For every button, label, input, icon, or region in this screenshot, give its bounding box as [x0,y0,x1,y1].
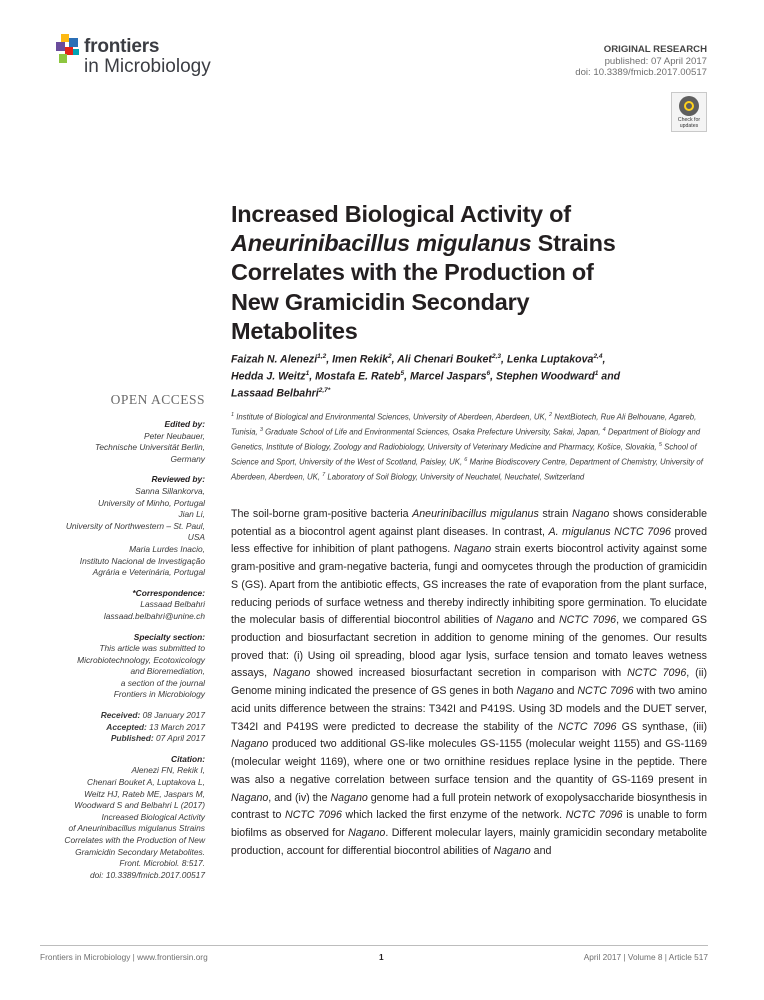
author-affiliation-marker: 6 [486,369,491,377]
author-affiliation-marker: 1,2 [317,353,327,360]
abstract-text: produced two additional GS-like molecules GS-1155 (molecular weight 1155) and GS-1169 (molecular weight 1169), where one or two ornithine residues replace lysine in the peptide. There was also a negative correlation between surface tension and the quantity of GS-1169 present in [231,738,707,786]
affiliations [231,409,711,484]
author-name[interactable]: Faizah N. Alenezi [231,353,318,366]
affiliation-marker: 7 [322,472,326,479]
abstract-italic-term: NCTC 7096 [577,685,634,698]
sidebar-line: Microbiotechnology, Ecotoxicology [77,654,205,665]
abstract-text: . Different molecular layers, mainly gramicidin secondary metabolite production, account for differential biocontrol abilities of [231,826,707,857]
author-name[interactable]: Imen Rekik [332,353,389,366]
edited-by-heading: Edited by: [164,419,205,429]
abstract-text: , and (iv) the [268,791,331,804]
editor-info [40,431,205,466]
check-updates-icon [679,96,699,116]
abstract-italic-term: Nagano [493,844,531,857]
author-name[interactable]: Lassaad Belbahri [231,387,319,400]
affiliation-text: Laboratory of Soil Biology, University of Neuchatel, Neuchatel, Switzerland [325,472,585,482]
abstract-text: genome had a full protein network of exopolysaccharide biosynthesis in contrast to [231,791,707,822]
author-name[interactable]: Stephen Woodward [496,370,595,383]
abstract-text: which lacked the first enzyme of the network. [341,809,566,822]
sidebar-line: Technische Universität Berlin, [94,442,205,453]
affiliation-marker: 1 [231,412,235,418]
abstract-italic-term: Nagano [231,738,269,751]
affiliation-text: NextBiotech, Rue Ali Belhouane, Agareb, Tunisia, [231,412,697,437]
abstract-italic-term: Nagano [516,685,554,698]
correspondence-info [40,599,205,622]
author-name[interactable]: Hedda J. Weitz [231,370,306,383]
abstract-italic-term: NCTC 7096 [627,667,687,680]
affiliation-marker: 4 [602,427,606,434]
sidebar-line: Instituto Nacional de Investigação [79,555,205,566]
abstract-text: shows considerable potential as a biocontrol agent against plant diseases. In contrast, [231,508,707,538]
abstract-italic-term: NCTC 7096 [285,809,342,822]
affiliation-text: Graduate School of Life and Environmental Sciences, Osaka Prefecture University, Sakai, Japan, [262,427,603,437]
sidebar-line: Alenezi FN, Rekik I, [131,765,205,776]
author-affiliation-marker: 2,4 [593,353,603,360]
check-updates-label: Check for updates [677,117,701,129]
specialty-heading: Specialty section: [133,631,205,642]
sidebar-line: Correlates with the Production of New [64,835,205,845]
sidebar-line: Gramicidin Secondary Metabolites. [75,846,205,857]
dates: Received: 08 January 2017 Accepted: 13 March 2017 Published: 07 April 2017 [100,710,205,744]
abstract-text: with two amino acid units difference between the strains: T342I and P419S. Using 3D models and the DUET server, T342I and P419S were predicted to decrease the stability of the [231,685,707,733]
article-meta [575,44,707,79]
abstract [231,506,707,860]
open-access-label: OPEN ACCESS [110,392,205,407]
abstract-text: and [533,614,559,627]
specialty-info [40,643,205,701]
affiliation-text: Department of Biology and Genetics, Institute of Biology, Zoology and Radiobiology, University of Veterinary Medicine and Pharmacy, Košice, Slovakia, [231,427,701,452]
abstract-italic-term: Nagano [273,667,311,680]
sidebar-line: Maria Lurdes Inacio, [129,543,205,554]
author-affiliation-marker: 2,3 [491,353,501,360]
author-name[interactable]: Ali Chenari Bouket [397,353,492,366]
abstract-text: , we compared GS production and biosurfactant secretion in addition to genome mining of the genomes. Our results proved that: (i) Using oil spreading, blood agar lysis, surface tension and tomato leaves wetness assays, [231,614,707,680]
sidebar-line: Agrária e Veterinária, Portugal [92,567,205,578]
sidebar-line: University of Northwestern – St. Paul, [65,520,205,531]
article-doi[interactable]: doi: 10.3389/fmicb.2017.00517 [575,67,707,78]
sidebar-line: a section of the journal [120,677,205,688]
published-date: published: 07 April 2017 [604,55,707,67]
author-name[interactable]: Mostafa E. Rateb [315,370,401,383]
affiliation-marker: 6 [464,457,468,464]
abstract-italic-term: Aneurinibacillus migulanus [412,508,539,520]
abstract-italic-term: Nagano [572,508,610,520]
abstract-text: strain [538,508,573,520]
sidebar-line: Jian Li, [178,509,205,520]
footer-journal-link[interactable]: Frontiers in Microbiology | www.frontiersin.org [40,952,208,962]
sidebar-line: University of Minho, Portugal [97,497,205,508]
abstract-italic-term: NCTC 7096 [558,614,617,627]
check-for-updates-badge[interactable] [671,92,707,132]
author-affiliation-marker: 5 [400,369,405,377]
abstract-italic-term: Nagano [231,791,269,804]
sidebar-line: and Bioremediation, [130,666,205,677]
affiliation-marker: 2 [549,412,553,418]
correspondence-heading: *Correspondence: [132,587,205,598]
abstract-text: , (ii) Genome mining indicated the presence of GS genes in both [231,667,707,698]
author-name[interactable]: Marcel Jaspars [409,370,487,383]
abstract-text: is unable to form biofilms as observed for [231,809,707,839]
abstract-text: and [530,844,552,857]
abstract-italic-term: A. migulanus NCTC 7096 [548,525,671,538]
abstract-text: The soil-borne gram-positive bacteria [231,508,413,520]
author-affiliation-marker: 2,7* [318,386,331,394]
abstract-text: proved less effective for inhibition of plant pathogens. [231,525,707,556]
sidebar-line: Increased Biological Activity [101,811,205,822]
sidebar-line: Sanna Sillankorva, [135,485,205,496]
article-type: ORIGINAL RESEARCH [603,44,707,55]
sidebar-line: This article was submitted to [99,643,205,654]
abstract-text: strain exerts biocontrol activity against some gram-positive and gram-negative bacteria, fungi and oomycetes through the production of gramicidin S (GS). Apart from the antibiotic effects, GS increases the rate of evaporation from the plant surface, reducing periods of surface wetness and thereby indirectly inhibiting spore germination. To elucidate the molecular basis of differential biocontrol abilities of [231,543,707,627]
footer-issue-info: April 2017 | Volume 8 | Article 517 [583,952,708,962]
affiliation-marker: 5 [658,442,662,449]
frontiers-logo-icon [56,34,82,64]
article-info-sidebar [40,419,205,881]
sidebar-line: Woodward S and Belbahri L (2017) [74,800,205,811]
abstract-italic-term: Nagano [348,826,386,839]
sidebar-line: Germany [170,453,205,464]
sidebar-line: Weitz HJ, Rateb ME, Jaspars M, [84,788,205,799]
citation-info [40,765,205,881]
sidebar-line: Front. Microbiol. 8:517. [119,858,205,869]
reviewed-by-heading: Reviewed by: [151,474,205,485]
sidebar-line: Frontiers in Microbiology [113,689,205,700]
reviewer-info [40,486,205,579]
affiliation-text: Marine Biodiscovery Centre, Department of Chemistry, University of Aberdeen, Aberdeen, UK, [231,457,703,482]
footer-divider [40,945,708,946]
sidebar-line: of Aneurinibacillus migulanus Strains [68,823,205,834]
affiliation-marker: 3 [259,427,263,434]
abstract-italic-term: Nagano [496,614,534,627]
abstract-italic-term: NCTC 7096 [565,809,623,822]
affiliation-text: Institute of Biological and Environmental Sciences, University of Aberdeen, Aberdeen, UK, [234,412,549,422]
sidebar-line: doi: 10.3389/fmicb.2017.00517 [89,869,205,880]
sidebar-line: Chenari Bouket A, Luptakova L, [87,777,205,788]
abstract-text: showed increased biosurfactant secretion in comparison with [310,667,628,680]
journal-name-rest: in Microbiology [84,56,211,77]
abstract-italic-term: Nagano [453,543,492,556]
author-affiliation-marker: 1 [305,369,310,377]
abstract-italic-term: Nagano [330,791,368,804]
affiliation-text: School of Science and Sport, University of the West of Scotland, Paisley, UK, [231,442,697,467]
citation-heading: Citation: [171,753,205,764]
page-number: 1 [379,952,384,962]
sidebar-line: USA [187,532,205,543]
sidebar-line: Lassaad Belbahri [140,599,205,610]
abstract-text: GS synthase, (iii) [616,720,708,733]
sidebar-line: lassaad.belbahri@unine.ch [103,610,205,621]
abstract-italic-term: NCTC 7096 [558,720,617,733]
sidebar-line: Peter Neubauer, [144,430,205,441]
author-name[interactable]: Lenka Luptakova [506,353,594,366]
author-affiliation-marker: 2 [388,353,392,360]
journal-name-bold: frontiers [84,36,160,57]
author-affiliation-marker: 1 [594,369,599,377]
abstract-text: and [553,685,578,698]
author-list: Faizah N. Alenezi$^{1,2}$, Imen Rekik$^2$, Ali Chenari Bouket$^{2,3}$, Lenka Luptakova$^{2,4}$, Hedda J. Weitz$^1$, Mostafa E. Rateb$^5$, Marcel Jaspars$^6$, Stephen Woodward$^1$ and Lassaad Belbahri$^{2,7*}$ [231,353,621,400]
article-title: Increased Biological Activity of Aneurinibacillus migulanus Strains Correlates with the Production of New Gramicidin Secondary Metabolites [231,201,616,344]
